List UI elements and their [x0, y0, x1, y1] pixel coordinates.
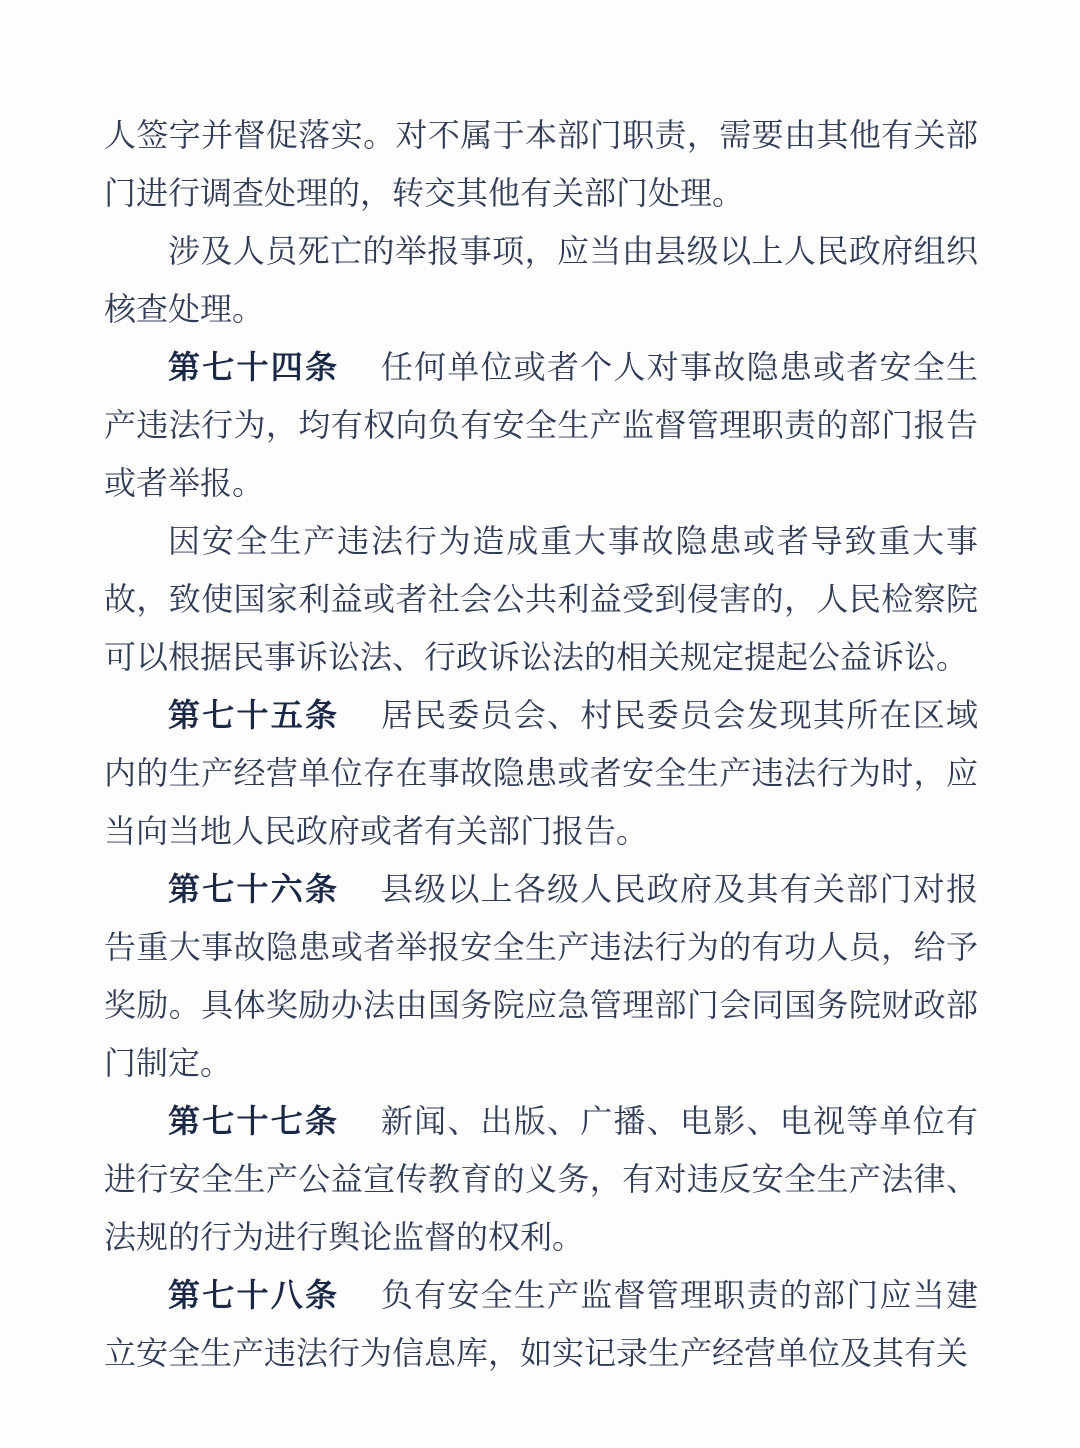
paragraph-text: 负有安全生产监督管理职责的部门应当建立安全生产违法行为信息库，如实记录生产经营单位及其有关 — [104, 1277, 978, 1371]
paragraph — [104, 222, 978, 338]
paragraph — [104, 106, 978, 222]
paragraph — [104, 338, 978, 512]
paragraph-text: 新闻、出版、广播、电影、电视等单位有进行安全生产公益宣传教育的义务，有对违反安全生产法律、法规的行为进行舆论监督的权利。 — [104, 1103, 978, 1255]
paragraph — [104, 686, 978, 860]
article-number: 第七十六条 — [168, 871, 340, 907]
paragraph-text: 县级以上各级人民政府及其有关部门对报告重大事故隐患或者举报安全生产违法行为的有功人员，给予奖励。具体奖励办法由国务院应急管理部门会同国务院财政部门制定。 — [104, 871, 978, 1081]
paragraph — [104, 1266, 978, 1382]
paragraph-text: 涉及人员死亡的举报事项，应当由县级以上人民政府组织核查处理。 — [104, 233, 978, 327]
article-number: 第七十七条 — [168, 1103, 340, 1139]
paragraph-text: 居民委员会、村民委员会发现其所在区域内的生产经营单位存在事故隐患或者安全生产违法行为时，应当向当地人民政府或者有关部门报告。 — [104, 697, 978, 849]
paragraph — [104, 860, 978, 1092]
paragraph-text: 因安全生产违法行为造成重大事故隐患或者导致重大事故，致使国家利益或者社会公共利益受到侵害的，人民检察院可以根据民事诉讼法、行政诉讼法的相关规定提起公益诉讼。 — [104, 523, 978, 675]
article-number: 第七十八条 — [168, 1277, 340, 1313]
paragraph — [104, 512, 978, 686]
document-body — [104, 106, 978, 1382]
article-number: 第七十五条 — [168, 697, 340, 733]
article-number: 第七十四条 — [168, 349, 340, 385]
paragraph-text: 人签字并督促落实。对不属于本部门职责，需要由其他有关部门进行调查处理的，转交其他有关部门处理。 — [104, 117, 978, 211]
paragraph-text: 任何单位或者个人对事故隐患或者安全生产违法行为，均有权向负有安全生产监督管理职责的部门报告或者举报。 — [104, 349, 978, 501]
paragraph — [104, 1092, 978, 1266]
